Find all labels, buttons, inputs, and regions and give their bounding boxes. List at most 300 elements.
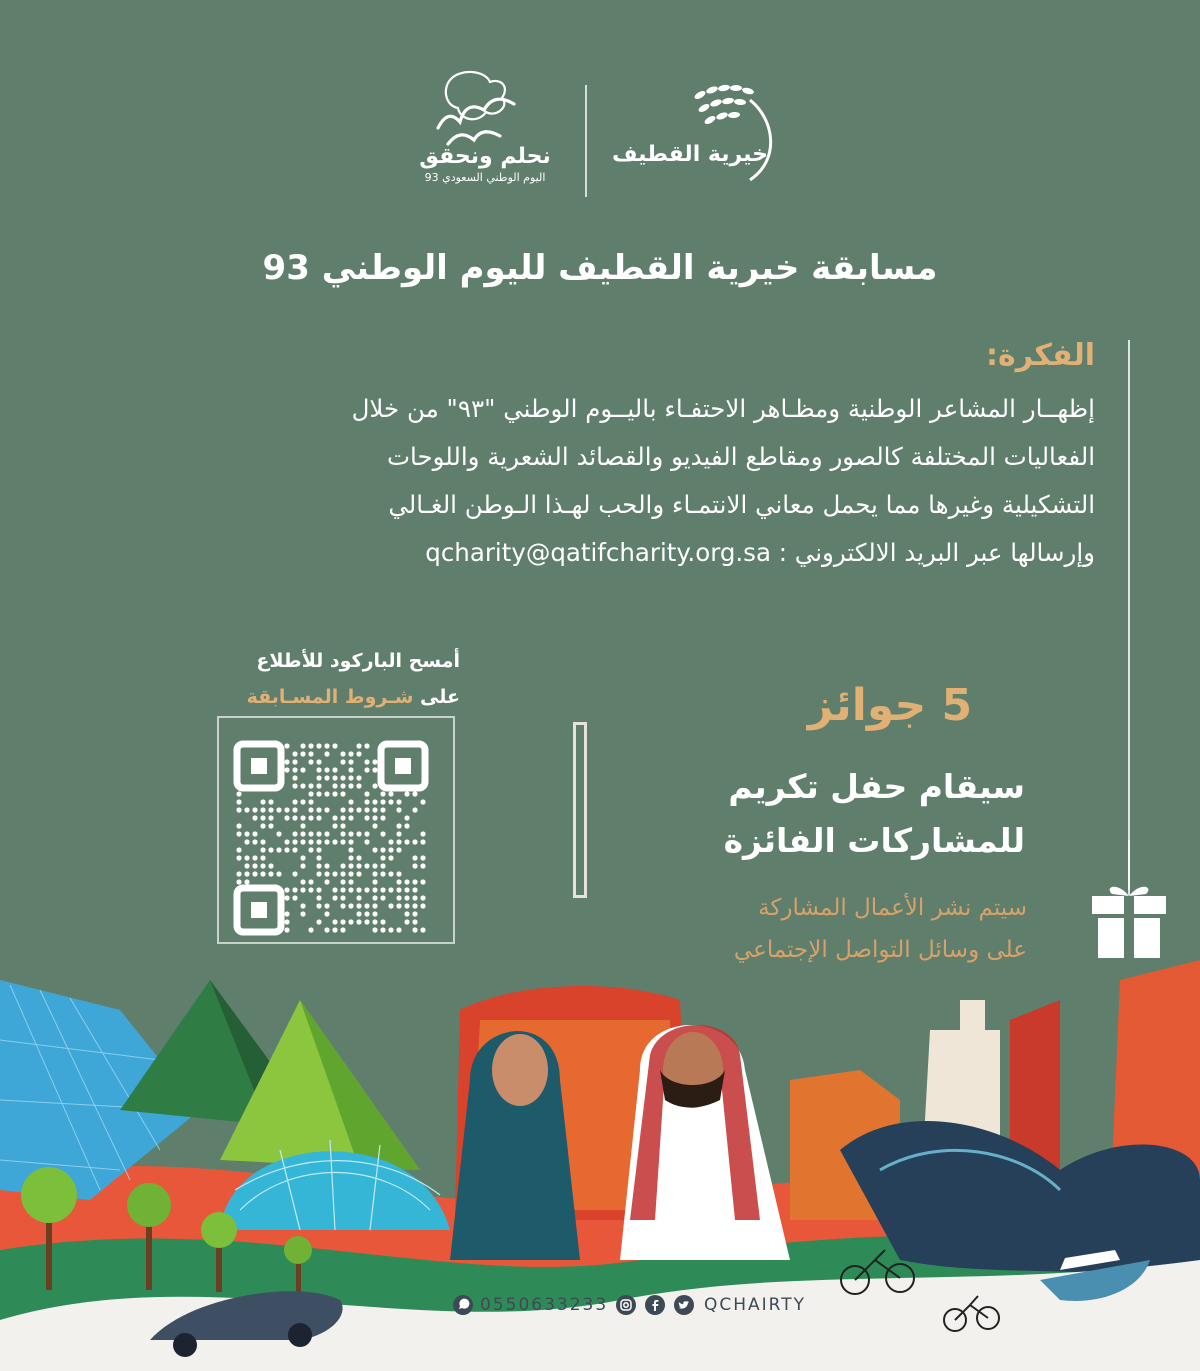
qr-module [420,879,425,884]
qr-module [396,847,401,852]
qr-module [396,823,401,828]
footer-contact-bar [440,1287,820,1327]
qr-module [308,759,313,764]
qr-module [300,783,305,788]
qr-module [404,887,409,892]
qr-module [316,831,321,836]
qr-module [284,743,289,748]
qr-module [236,823,241,828]
qr-module [372,799,377,804]
qr-module [308,807,313,812]
qr-module [300,911,305,916]
publish-line1: سيتم نشر الأعمال المشاركة [758,895,1027,921]
qr-module [276,807,281,812]
qr-module [284,911,289,916]
idea-paragraph [95,385,1095,577]
qr-module [348,831,353,836]
qr-module [236,871,241,876]
qr-module [236,807,241,812]
qr-module [348,839,353,844]
qr-module [316,775,321,780]
qr-module [340,807,345,812]
qr-module [268,847,273,852]
qr-module [340,895,345,900]
qr-module [380,871,385,876]
qr-module [388,847,393,852]
idea-vertical-line [1128,340,1130,890]
qr-module [340,839,345,844]
qr-module [300,863,305,868]
qr-module [316,839,321,844]
qr-module [332,815,337,820]
qr-module [316,759,321,764]
qr-module [236,799,241,804]
qr-module [252,831,257,836]
qr-module [356,807,361,812]
qr-module [300,815,305,820]
qr-module [356,919,361,924]
qr-module [252,815,257,820]
qr-caption [215,643,460,715]
qr-module [404,823,409,828]
qr-module [260,807,265,812]
qr-module [308,783,313,788]
qr-module [316,807,321,812]
qr-caption-line2 [215,679,460,715]
qr-module [316,895,321,900]
qr-module [260,847,265,852]
qr-module [300,743,305,748]
qr-module [284,887,289,892]
qr-module [380,807,385,812]
qr-module [252,871,257,876]
qr-module [372,767,377,772]
qr-module [308,815,313,820]
qr-module [340,815,345,820]
qr-module [372,927,377,932]
qr-module [356,863,361,868]
qr-module [420,903,425,908]
qr-module [316,791,321,796]
qr-module [372,879,377,884]
qr-module [268,863,273,868]
qr-module [300,903,305,908]
qr-module [252,855,257,860]
qr-module [372,903,377,908]
qr-module [388,799,393,804]
idea-line-email[interactable]: وإرسالها عبر البريد الالكتروني : qcharity@qatifcharity.org.sa [425,538,1095,567]
qr-module [324,751,329,756]
qr-module [348,751,353,756]
idea-line: التشكيلية وغيرها مما يحمل معاني الانتمـاء والحب لهـذا الـوطن الغـالي [388,490,1095,519]
qr-module [308,839,313,844]
qr-module [340,879,345,884]
qr-module [396,799,401,804]
qr-module [308,751,313,756]
qr-module [292,815,297,820]
qr-module [372,919,377,924]
qr-module [340,759,345,764]
ceremony-line1: سيقام حفل تكريم [728,767,1025,806]
qr-module [300,887,305,892]
qr-module [380,831,385,836]
qr-module [316,847,321,852]
qr-module [340,903,345,908]
qr-module [340,751,345,756]
qr-module [284,759,289,764]
qr-module [356,831,361,836]
facebook-icon[interactable] [644,1294,666,1316]
qr-module [396,903,401,908]
qr-module [324,879,329,884]
qr-module [412,927,417,932]
qr-module [244,807,249,812]
qr-module [276,871,281,876]
qr-module [292,783,297,788]
qr-module [332,927,337,932]
qr-module [316,815,321,820]
qr-module [308,847,313,852]
qr-module [316,863,321,868]
competition-terms-link[interactable]: شـروط المسـابقة [246,686,414,708]
qatif-logo-text: خيرية القطيف [611,142,769,167]
qr-module [308,887,313,892]
qr-module [292,895,297,900]
qr-module [324,911,329,916]
qr-module [380,847,385,852]
qr-module [260,839,265,844]
qr-module [276,847,281,852]
qr-module [396,831,401,836]
qr-module [316,855,321,860]
qr-module [396,871,401,876]
qr-module [284,895,289,900]
qr-module [348,863,353,868]
qr-module [260,799,265,804]
idea-line: الفعاليات المختلفة كالصور ومقاطع الفيديو والقصائد الشعرية واللوحات [386,442,1095,471]
qr-module [420,831,425,836]
qr-module [276,831,281,836]
qr-module [292,759,297,764]
qr-module [316,743,321,748]
qr-module [380,895,385,900]
qr-module [252,863,257,868]
qr-module [284,919,289,924]
qr-module [348,919,353,924]
qr-module [404,791,409,796]
qr-module [340,823,345,828]
qr-module [332,895,337,900]
qr-module [324,871,329,876]
qr-module [324,927,329,932]
qr-module [364,799,369,804]
qr-module [420,799,425,804]
ceremony-line2: للمشاركات الفائزة [723,821,1025,860]
qr-module [316,919,321,924]
qr-module [404,911,409,916]
qr-module [396,927,401,932]
qr-module [260,823,265,828]
qr-module [380,855,385,860]
qr-module [340,927,345,932]
qr-module [340,887,345,892]
qr-module [316,767,321,772]
qr-module [412,791,417,796]
qr-module [236,847,241,852]
qr-module [308,799,313,804]
qr-module [380,791,385,796]
qr-module [340,775,345,780]
qr-module [252,839,257,844]
qr-module [308,927,313,932]
qr-module [308,743,313,748]
qr-module [308,791,313,796]
qr-module [332,823,337,828]
qr-module [340,783,345,788]
qr-module [420,895,425,900]
qr-module [412,807,417,812]
qr-module [404,903,409,908]
qr-module [300,831,305,836]
national-day-slogan: نحلم ونحقق [419,144,551,169]
qr-module [356,871,361,876]
national-day-subtitle: اليوم الوطني السعودي 93 [424,171,546,184]
qr-module [308,879,313,884]
qr-module [260,855,265,860]
qr-module [332,775,337,780]
qr-module [388,903,393,908]
qr-module [396,807,401,812]
qr-module [300,823,305,828]
qr-module [284,927,289,932]
qr-module [356,783,361,788]
qr-module [372,911,377,916]
qr-module [364,911,369,916]
qr-module [284,767,289,772]
qr-module [268,807,273,812]
qr-module [268,823,273,828]
qr-module [420,927,425,932]
qr-module [236,831,241,836]
qr-module [260,863,265,868]
qr-module [348,855,353,860]
qr-module [396,895,401,900]
qr-module [244,863,249,868]
qr-module [300,751,305,756]
center-separator [573,722,587,898]
qr-module [316,783,321,788]
qr-module [380,799,385,804]
qr-module [396,839,401,844]
qr-module [292,751,297,756]
qr-module [324,791,329,796]
qr-module [292,775,297,780]
qr-module [412,855,417,860]
qr-module [332,783,337,788]
qr-module [412,839,417,844]
qr-module [372,783,377,788]
qr-module [324,775,329,780]
qr-module [380,919,385,924]
qr-module [284,807,289,812]
qr-module [388,791,393,796]
qr-module [348,775,353,780]
idea-line: إظهــار المشاعر الوطنية ومظـاهر الاحتفـاء باليــوم الوطني "٩٣" من خلال [351,394,1095,423]
qr-module [348,799,353,804]
qr-module [340,871,345,876]
qr-module [372,863,377,868]
qr-module [372,815,377,820]
qr-module [412,895,417,900]
footer-phone[interactable]: 0550633233 [480,1295,609,1315]
qr-module [292,767,297,772]
qr-module [268,799,273,804]
instagram-icon[interactable] [615,1294,637,1316]
qr-module [244,871,249,876]
qr-module [244,839,249,844]
qr-module [316,903,321,908]
qr-module [364,791,369,796]
qr-module [364,815,369,820]
idea-heading: الفكرة: [986,338,1095,373]
twitter-icon[interactable] [673,1294,695,1316]
qr-module [348,767,353,772]
qr-module [372,847,377,852]
qr-module [348,871,353,876]
ceremony-text [700,760,1025,868]
qr-module [364,743,369,748]
qr-module [372,807,377,812]
qr-module [356,895,361,900]
qr-module [348,807,353,812]
qr-module [404,895,409,900]
qr-module [364,807,369,812]
qatif-charity-logo [600,70,800,190]
qr-module [356,903,361,908]
qr-code-icon[interactable] [233,740,429,936]
qr-module [356,775,361,780]
qr-module [396,887,401,892]
qr-module [356,911,361,916]
qr-module [356,855,361,860]
qr-module [412,911,417,916]
qr-module [332,743,337,748]
qr-module [388,927,393,932]
qr-module [244,879,249,884]
qr-module [364,863,369,868]
qr-module [316,887,321,892]
qr-module [412,919,417,924]
qr-module [292,887,297,892]
qr-module [356,743,361,748]
qr-module [412,903,417,908]
qr-module [388,871,393,876]
qr-module [348,759,353,764]
gift-icon [1090,880,1168,960]
qr-module [332,767,337,772]
qr-module [388,887,393,892]
qr-module [340,919,345,924]
publish-text [640,887,1027,971]
qr-module [292,807,297,812]
qr-module [380,887,385,892]
qr-module [268,815,273,820]
qr-module [284,839,289,844]
publish-line2: على وسائل التواصل الإجتماعي [733,937,1027,963]
qr-module [364,919,369,924]
footer-handle[interactable]: QCHAIRTY [704,1295,807,1315]
qr-module [300,767,305,772]
qr-module [420,863,425,868]
qr-module [356,887,361,892]
qr-module [348,887,353,892]
qr-module [268,871,273,876]
page-title: مسابقة خيرية القطيف لليوم الوطني 93 [262,248,938,288]
qr-module [388,855,393,860]
qr-module [348,815,353,820]
qr-module [332,791,337,796]
qr-module [244,831,249,836]
prizes-count: 5 جوائز [807,680,973,731]
qr-module [420,855,425,860]
qr-module [236,791,241,796]
qr-module [236,879,241,884]
qr-module [348,903,353,908]
qr-module [404,839,409,844]
qr-module [260,815,265,820]
qr-module [372,871,377,876]
qr-module [348,847,353,852]
qr-module [356,751,361,756]
qr-module [300,799,305,804]
whatsapp-icon[interactable] [452,1294,474,1316]
qr-module [404,919,409,924]
qr-module [324,831,329,836]
qr-module [284,847,289,852]
qr-module [284,815,289,820]
qr-module [420,839,425,844]
qr-module [260,871,265,876]
qr-module [316,871,321,876]
qr-module [292,799,297,804]
qr-module [332,887,337,892]
qr-module [396,879,401,884]
qr-module [364,903,369,908]
qr-module [348,783,353,788]
qr-module [372,895,377,900]
qr-module [300,879,305,884]
qr-module [324,839,329,844]
qr-module [340,831,345,836]
qr-module [372,759,377,764]
qr-module [404,879,409,884]
qr-module [292,839,297,844]
qr-module [372,823,377,828]
qr-module [364,887,369,892]
qr-module [372,887,377,892]
qr-module [292,847,297,852]
qr-module [380,815,385,820]
qr-module [380,927,385,932]
qr-module [324,863,329,868]
qr-module [252,807,257,812]
qr-module [340,863,345,868]
qr-module [332,871,337,876]
qr-module [324,767,329,772]
qr-module [292,871,297,876]
qr-module [244,855,249,860]
qr-caption-line1: أمسح الباركود للأطلاع [256,650,460,672]
